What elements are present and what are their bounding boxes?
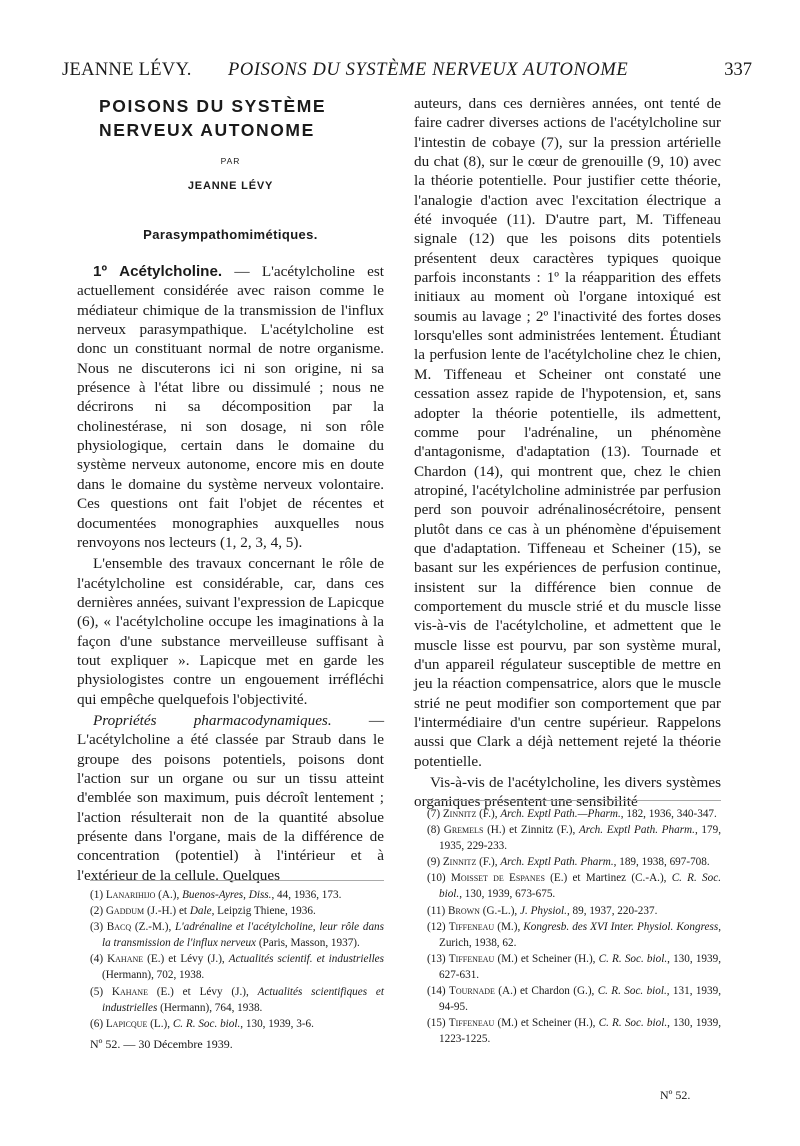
footnote-part-e: (Hermann), 702, 1938. — [102, 969, 205, 982]
footnote-part-e: , 44, 1936, 173. — [271, 889, 342, 901]
footnote-part-e: , 130, 1939, 1223-1225. — [439, 1017, 721, 1046]
footnote-part-a: (2) — [90, 905, 106, 918]
footnote-part-c: (G.-L.), — [479, 904, 521, 917]
issue-number-footer: Nº 52. — [660, 1088, 691, 1102]
footnotes-left — [90, 887, 384, 1052]
footnote-part-b: Tiffeneau — [448, 952, 495, 965]
footnote-part-c: (H.) et Zinnitz (F.), — [483, 824, 579, 837]
footnote-part-c: (J.-H.) et — [144, 905, 190, 918]
footnote — [90, 1016, 384, 1032]
footnote-part-d: L'adrénaline et l'acétylcholine, leur rôle dans la transmission de l'influx nerveux — [102, 921, 384, 950]
right-column — [414, 94, 721, 812]
paragraph-ensemble: L'ensemble des travaux concernant le rôle de l'acétylcholine est considérable, car, dans ces dernières années, suivant l'expression de Lapicque (6), « l'acétylcholine occupe les imaginations à la façon d'une substance merveilleuse suffisant à tout expliquer ». Lapicque met en garde les physiologistes contre un engouement irréfléchi qui empêche quelquefois l'objectivité. — [77, 555, 384, 708]
footnote-part-e: , 130, 1939, 673-675. — [459, 888, 556, 901]
footnote-part-e: , Leipzig Thiene, 1936. — [211, 905, 316, 918]
footnote-part-b: Kahane — [111, 985, 148, 998]
footnote-part-b: Tournade — [448, 985, 495, 998]
footnote-part-e: (Paris, Masson, 1937). — [256, 937, 360, 950]
header-running-title: POISONS DU SYSTÈME NERVEUX AUTONOME — [228, 60, 629, 80]
paragraph-continuation: auteurs, dans ces dernières années, ont tenté de faire cadrer diverses actions de l'acétylcholine sur l'intestin de cobaye (7), sur la pression artérielle du chat (8), sur le cœur de grenouille (9, 10) avec la théorie potentielle. Pour justifier cette théorie, l'analogie d'action avec l'excitation électrique a été invoquée (11). D'autre part, M. Tiffeneau signale (12) que les poisons dits potentiels présentent deux caractères typiques quoique parfois inconstants : 1º la réapparition des effets initiaux au moment où l'organe intoxiqué est soumis au lavage ; 2º l'inactivité des fortes doses lorsqu'elles sont administrées lentement. Étudiant la perfusion lente de l'acétylcholine chez le chien, M. Tiffeneau et Scheiner ont constaté une cessation assez rapide de l'hypotension, et, sans adopter la théorie potentielle, ils admettent, comme pour l'adrénaline, un phénomène d'antagonisme, d'adaptation (13). Tournade et Chardon (14), qui montrent que, chez le chien atropiné, l'acétylcholine administrée par perfusion perd son pouvoir adrénalinosécrétoire, pensent plutôt dans ce cas à un phénomène d'épuisement que d'adaptation. Tiffeneau et Scheiner (15), se basant sur les expériences de perfusion continue, insistent sur la différence bien connue de comportement du muscle strié et du muscle lisse vis-à-vis de l'acétylcholine, et admettent que le muscle lisse est pourvu, par son système mural, d'un appareil régulateur susceptible de mettre en jeu la réaction compensatrice, alors que le muscle strié ne peut modifier son comportement que par l'intermédiaire d'un centre supérieur. Rappelons aussi que Clark a déjà nettement rejeté la théorie potentielle. — [414, 95, 721, 770]
footnote-part-d: Actualités scientifiques et industrielles — [102, 985, 384, 1014]
footnote-part-b: Gremels — [443, 824, 484, 837]
footnote-part-c: (Z.-M.), — [131, 921, 175, 934]
footnote-part-b: Lanarihijo — [105, 889, 156, 901]
footnote-part-e: , 182, 1936, 340-347. — [620, 808, 717, 820]
footnote — [427, 951, 721, 983]
footnote — [90, 887, 384, 903]
footnote-part-e: , 130, 1939, 3-6. — [240, 1017, 314, 1030]
footnote — [427, 1015, 721, 1047]
footnote-part-a: (15) — [427, 1017, 449, 1030]
footnote-part-d: Arch. Exptl Path. Pharm. — [500, 856, 614, 869]
footnotes-right — [427, 806, 721, 1047]
footnote-part-e: , Zurich, 1938, 62. — [439, 920, 721, 949]
article-author: JEANNE LÉVY — [187, 180, 274, 193]
footnote-part-b: Tiffeneau — [448, 920, 495, 933]
footnote-part-a: (13) — [427, 952, 449, 965]
footnote-part-b: Gaddum — [105, 905, 145, 918]
running-header — [62, 60, 752, 86]
footnote — [427, 822, 721, 854]
footnote-part-b: Zinnitz — [442, 856, 477, 869]
article-title — [99, 94, 384, 142]
footnote-part-a: (10) — [427, 872, 451, 885]
footnote-part-e: , 179, 1935, 229-233. — [439, 824, 722, 853]
footnote-part-a: (3) — [90, 921, 107, 934]
footnote-part-b: Bacq — [106, 921, 132, 934]
footnote-part-a: (5) — [90, 985, 112, 998]
left-column — [77, 94, 384, 885]
footnote-part-d: C. R. Soc. biol. — [172, 1017, 241, 1030]
footnote-part-d: J. Physiol. — [520, 904, 567, 917]
footnote-part-b: Tiffeneau — [448, 1017, 495, 1030]
footnote-part-c: (E.) et Lévy (J.), — [143, 953, 229, 966]
footnote-part-e: , 89, 1937, 220-237. — [566, 904, 658, 917]
footnote-part-d: Arch. Exptl Path.—Pharm. — [500, 808, 621, 820]
footnote-part-a: (9) — [427, 856, 443, 869]
footnote-part-a: (1) — [90, 889, 106, 901]
footnote-part-b: Zinnitz — [442, 808, 477, 820]
footnote — [90, 951, 384, 983]
footnote — [427, 806, 721, 822]
footnote — [427, 854, 721, 870]
footnote-part-a: (4) — [90, 953, 108, 966]
paragraph-proprietes — [77, 711, 384, 885]
footnote — [90, 984, 384, 1016]
footnote-part-c: (A.) et Chardon (G.), — [494, 985, 598, 998]
footnote-part-e: , 131, 1939, 94-95. — [439, 985, 722, 1014]
footnote — [427, 903, 721, 919]
footnote-part-d: Kongresb. des XVI Inter. Physiol. Kongress — [523, 920, 719, 933]
footnote — [427, 870, 721, 902]
footnote-part-c: (E.) et Martinez (C.-A.), — [544, 872, 672, 885]
footnote-part-d: C. R. Soc. biol. — [597, 985, 667, 998]
footnote-part-a: (8) — [427, 824, 444, 837]
footnote-rule-right — [427, 800, 721, 801]
footnote-part-c: (A.), — [155, 889, 183, 901]
header-author: JEANNE LÉVY. — [62, 60, 192, 80]
footnote-part-b: Lapicque — [105, 1017, 148, 1030]
footnote-part-c: (L.), — [147, 1017, 173, 1030]
footnote-part-d: Actualités scientif. et industrielles — [228, 953, 384, 966]
footnote-part-c: (M.), — [494, 920, 524, 933]
footnote — [90, 919, 384, 951]
section-heading: Parasympathomimétiques. — [143, 226, 318, 242]
footnote-part-c: (F.), — [476, 856, 501, 869]
run-in-heading: 1º Acétylcholine. — [93, 263, 223, 281]
footnote-part-d: Buenos-Ayres, Diss. — [182, 889, 272, 901]
run-in-heading: Propriétés pharmacodynamiques. — [93, 711, 332, 729]
footnote-part-a: (6) — [90, 1017, 106, 1030]
footnote-part-a: (12) — [427, 920, 449, 933]
footnote-part-a: (14) — [427, 985, 449, 998]
paragraph-text: — L'acétylcholine a été classée par Straub dans le groupe des poisons potentiels, poisons dont l'action sur un organe ou sur un tissu atteint d'emblée son maximum, puis décroît lentement ; l'action résulterait non de la quantité absolue présente dans l'organe, mais de la différence de concentration (potentiel) à l'intérieur et à l'extérieur de la cellule. Quelques — [77, 711, 384, 884]
paragraph-acetylcholine — [77, 262, 384, 552]
footnote-part-d: C. R. Soc. biol. — [598, 1017, 668, 1030]
footnote-rule-left — [90, 880, 384, 881]
footnote-part-c: (M.) et Scheiner (H.), — [494, 952, 599, 965]
footnote-part-e: , 189, 1938, 697-708. — [613, 856, 710, 869]
footnote-part-d: Arch. Exptl Path. Pharm. — [578, 824, 695, 837]
footnote-part-b: Kahane — [107, 953, 144, 966]
footnote-part-b: Brown — [448, 904, 480, 917]
footnote — [90, 903, 384, 919]
title-line-1: POISONS DU SYSTÈME — [99, 96, 327, 116]
footnote — [427, 919, 721, 951]
footnote-part-a: (11) — [427, 904, 449, 917]
footnote-part-e: , 130, 1939, 627-631. — [439, 952, 721, 981]
page-number: 337 — [724, 60, 752, 80]
paragraph-vis-a-vis: Vis-à-vis de l'acétylcholine, les divers systèmes organiques présentent une sensibilité — [414, 774, 721, 811]
footnote-part-c: (F.), — [476, 808, 501, 820]
issue-date-footer: Nº 52. — 30 Décembre 1939. — [90, 1036, 233, 1051]
footnote-part-c: (M.) et Scheiner (H.), — [494, 1017, 599, 1030]
footnote — [427, 983, 721, 1015]
footnote-part-b: Moisset de Espanes — [450, 872, 545, 885]
title-line-2: NERVEUX AUTONOME — [99, 120, 315, 140]
footnote-part-d: C. R. Soc. biol. — [439, 872, 721, 901]
footnote-part-c: (E.) et Lévy (J.), — [147, 985, 258, 998]
footnote-part-a: (7) — [427, 808, 443, 820]
par-label: PAR — [220, 156, 241, 166]
footnote-part-d: C. R. Soc. biol. — [598, 952, 668, 965]
footnote-part-e: (Hermann), 764, 1938. — [157, 1001, 263, 1014]
footnote-part-d: Dale — [189, 905, 212, 918]
paragraph-text: — L'acétylcholine est actuellement considérée avec raison comme le médiateur chimique de la transmission de l'influx nerveux parasympathique. L'acétylcholine est donc un constituant normal de notre organisme. Nous ne discuterons ici ni son origine, ni sa présence à l'état libre ou dissimulé ; nous ne décrirons ni sa décomposition par la cholinestérase, ni son dosage, ni son rôle physiologique, certain dans le domaine du système nerveux autonome, encore mis en doute dans le domaine du système nerveux volontaire. Ces questions ont fait l'objet de récentes et documentées monographies auxquelles nous renvoyons nos lecteurs (1, 2, 3, 4, 5). — [77, 263, 384, 551]
